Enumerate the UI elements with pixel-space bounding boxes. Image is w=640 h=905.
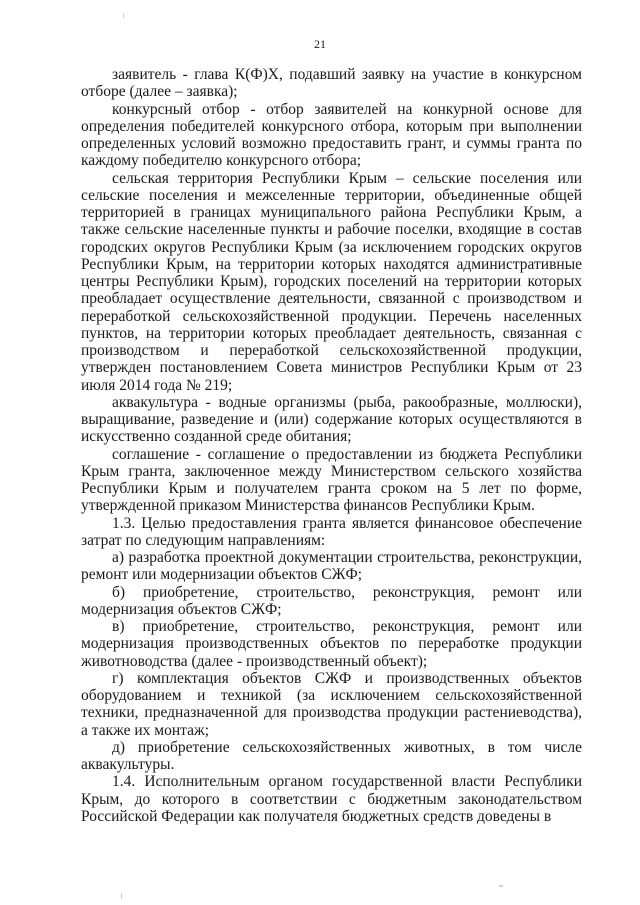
paragraph-agreement-definition: соглашение - соглашение о предоставлении из бюджета Республики Крым гранта, заключенное между Министерством сельского хозяйства Республики Крым и получателем гранта сроком на 5 лет по форме, утвержденной приказом Министерства финансов Республики Крым.: [81, 445, 582, 515]
paragraph-competitive-selection-definition: конкурсный отбор - отбор заявителей на конкурной основе для определения победителей конкурсного отбора, которым при выполнении определенных условий возможно предоставить грант, и суммы гранта по каждому победителю конкурсного отбора;: [81, 100, 582, 170]
paragraph-applicant-definition: заявитель - глава К(Ф)Х, подавший заявку на участие в конкурсном отборе (далее – заявка);: [81, 66, 582, 101]
paragraph-item-d: д) приобретение сельскохозяйственных животных, в том числе аквакультуры.: [81, 738, 582, 773]
paragraph-section-1-3: 1.3. Целью предоставления гранта является финансовое обеспечение затрат по следующим направлениям:: [81, 514, 582, 549]
scan-mark: [123, 13, 124, 18]
paragraph-aquaculture-definition: аквакультура - водные организмы (рыба, ракообразные, моллюски), выращивание, разведение и (или) содержание которых осуществляются в искусственно созданной среде обитания;: [81, 393, 582, 446]
paragraph-section-1-4: 1.4. Исполнительным органом государственной власти Республики Крым, до которого в соответствии с бюджетным законодательством Российской Федерации как получателя бюджетных средств доведены в: [81, 773, 582, 825]
paragraph-item-v: в) приобретение, строительство, реконструкция, ремонт или модернизация производственных объектов по переработке продукции животноводства (далее - производственный объект);: [81, 618, 582, 670]
scan-mark: [121, 893, 122, 899]
document-body: [81, 66, 582, 825]
paragraph-item-g: г) комплектация объектов СЖФ и производственных объектов оборудованием и техникой (за исключением сельскохозяйственной техники, предназначенной для производства продукции растениеводства), а также их монтаж;: [81, 669, 582, 739]
paragraph-item-b: б) приобретение, строительство, реконструкция, ремонт или модернизация объектов СЖФ;: [81, 583, 582, 618]
paragraph-item-a: а) разработка проектной документации строительства, реконструкции, ремонт или модернизации объектов СЖФ;: [81, 549, 582, 584]
paragraph-rural-territory-definition: сельская территория Республики Крым – сельские поселения или сельские поселения и межселенные территории, объединенные общей территорией в границах муниципального района Республики Крым, а также сельские населенные пункты и рабочие поселки, входящие в состав городских округов Республики Крым (за исключением городских округов Республики Крым, на территории которых находятся административные центры Республики Крым), городских поселений на территории которых преобладает осуществление деятельности, связанной с производством и переработкой сельскохозяйственной продукции. Перечень населенных пунктов, на территории которых преобладает деятельность, связанная с производством и переработкой сельскохозяйственной продукции, утвержден постановлением Совета министров Республики Крым от 23 июля 2014 года № 219;: [81, 169, 582, 394]
scan-mark: [499, 885, 503, 887]
page-number: 21: [314, 37, 326, 51]
